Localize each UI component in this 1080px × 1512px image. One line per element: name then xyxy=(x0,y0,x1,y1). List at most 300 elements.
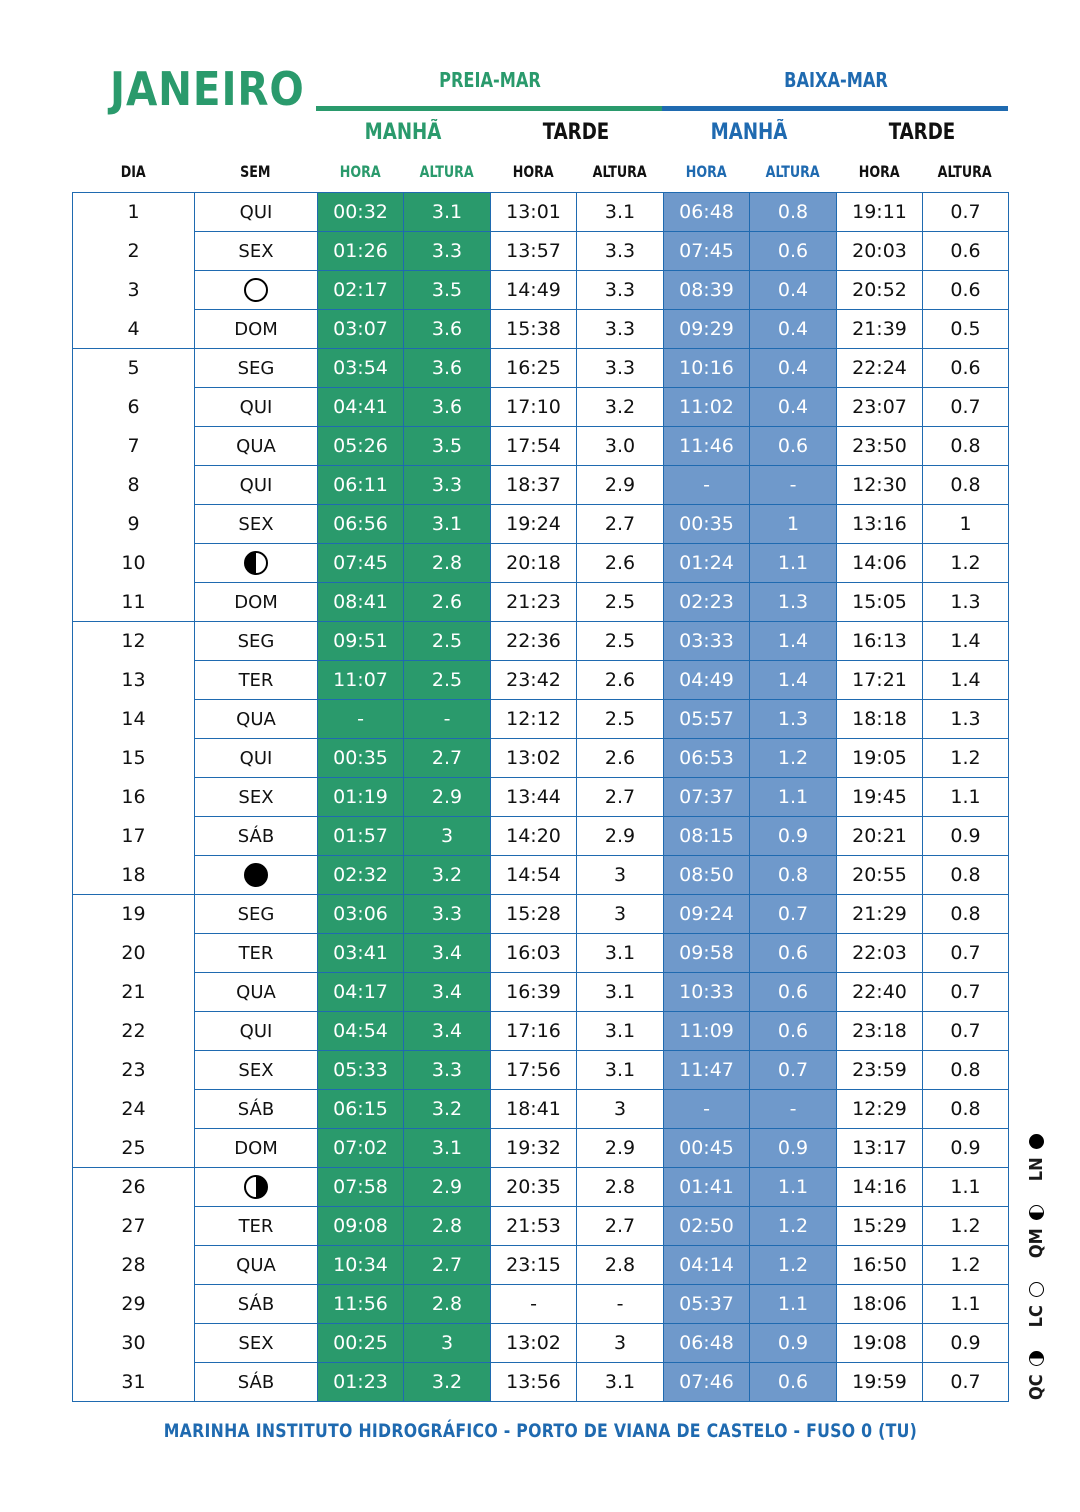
cell-bm-m-alt: 0.4 xyxy=(750,310,837,349)
cell-bm-m-alt: 0.8 xyxy=(750,193,837,232)
cell-bm-t-hora: 12:30 xyxy=(837,466,923,505)
cell-pm-t-hora: 14:49 xyxy=(491,271,577,310)
cell-bm-m-hora: 11:46 xyxy=(664,427,750,466)
cell-pm-t-hora: 23:15 xyxy=(491,1246,577,1285)
moon-new-icon xyxy=(244,863,268,887)
cell-pm-m-hora: 07:45 xyxy=(318,544,404,583)
moon-full-icon xyxy=(244,278,268,302)
cell-bm-m-alt: 1 xyxy=(750,505,837,544)
cell-pm-m-hora: 02:17 xyxy=(318,271,404,310)
cell-pm-m-alt: 3 xyxy=(404,817,491,856)
cell-sem xyxy=(195,856,318,895)
cell-sem: SEX xyxy=(195,1051,318,1090)
cell-pm-t-alt: 2.7 xyxy=(577,778,664,817)
cell-dia: 11 xyxy=(73,583,195,622)
baixa-mar-underline xyxy=(662,106,1008,111)
cell-pm-t-hora: 17:10 xyxy=(491,388,577,427)
cell-pm-m-alt: - xyxy=(404,700,491,739)
cell-pm-m-hora: 00:32 xyxy=(318,193,404,232)
cell-sem xyxy=(195,271,318,310)
cell-bm-t-hora: 14:06 xyxy=(837,544,923,583)
cell-bm-t-alt: 0.9 xyxy=(923,1129,1009,1168)
cell-pm-t-hora: 19:32 xyxy=(491,1129,577,1168)
cell-bm-t-hora: 14:16 xyxy=(837,1168,923,1207)
cell-pm-t-hora: 20:35 xyxy=(491,1168,577,1207)
cell-pm-t-alt: 3.3 xyxy=(577,271,664,310)
cell-dia: 30 xyxy=(73,1324,195,1363)
cell-bm-m-hora: 01:24 xyxy=(664,544,750,583)
cell-bm-t-hora: 18:18 xyxy=(837,700,923,739)
cell-pm-t-hora: 23:42 xyxy=(491,661,577,700)
cell-pm-t-hora: - xyxy=(491,1285,577,1324)
cell-bm-t-hora: 19:05 xyxy=(837,739,923,778)
cell-bm-t-hora: 21:39 xyxy=(837,310,923,349)
cell-pm-m-hora: 01:19 xyxy=(318,778,404,817)
cell-pm-m-alt: 3.4 xyxy=(404,973,491,1012)
cell-dia: 8 xyxy=(73,466,195,505)
table-row xyxy=(73,310,1009,349)
cell-sem: SEX xyxy=(195,1324,318,1363)
legend-item-ln: LN xyxy=(1026,1134,1047,1181)
cell-pm-t-hora: 19:24 xyxy=(491,505,577,544)
cell-bm-m-alt: 1.2 xyxy=(750,739,837,778)
cell-pm-t-hora: 13:01 xyxy=(491,193,577,232)
cell-sem: QUI xyxy=(195,739,318,778)
cell-pm-m-hora: 04:17 xyxy=(318,973,404,1012)
cell-pm-m-alt: 2.6 xyxy=(404,583,491,622)
cell-dia: 31 xyxy=(73,1363,195,1402)
cell-pm-m-alt: 3.1 xyxy=(404,505,491,544)
cell-dia: 19 xyxy=(73,895,195,934)
table-row xyxy=(73,583,1009,622)
cell-pm-m-alt: 3.1 xyxy=(404,1129,491,1168)
cell-bm-t-hora: 20:55 xyxy=(837,856,923,895)
table-row xyxy=(73,193,1009,232)
cell-pm-t-hora: 15:38 xyxy=(491,310,577,349)
cell-bm-t-hora: 19:08 xyxy=(837,1324,923,1363)
cell-pm-m-alt: 3.6 xyxy=(404,349,491,388)
cell-bm-t-hora: 13:17 xyxy=(837,1129,923,1168)
table-row xyxy=(73,622,1009,661)
cell-bm-m-hora: 07:46 xyxy=(664,1363,750,1402)
table-row xyxy=(73,505,1009,544)
cell-bm-m-hora: 06:53 xyxy=(664,739,750,778)
cell-bm-t-hora: 23:59 xyxy=(837,1051,923,1090)
cell-pm-m-hora: 06:56 xyxy=(318,505,404,544)
cell-dia: 25 xyxy=(73,1129,195,1168)
cell-pm-m-hora: 02:32 xyxy=(318,856,404,895)
cell-bm-t-hora: 23:18 xyxy=(837,1012,923,1051)
cell-pm-m-hora: 06:11 xyxy=(318,466,404,505)
cell-bm-m-hora: 11:02 xyxy=(664,388,750,427)
cell-bm-m-alt: 0.6 xyxy=(750,934,837,973)
table-row xyxy=(73,427,1009,466)
cell-pm-m-hora: 03:54 xyxy=(318,349,404,388)
cell-bm-t-hora: 13:16 xyxy=(837,505,923,544)
cell-pm-t-hora: 18:37 xyxy=(491,466,577,505)
cell-pm-t-hora: 20:18 xyxy=(491,544,577,583)
cell-pm-t-alt: 2.7 xyxy=(577,1207,664,1246)
cell-pm-m-alt: 3.3 xyxy=(404,1051,491,1090)
cell-bm-t-alt: 0.6 xyxy=(923,232,1009,271)
cell-bm-m-alt: 1.1 xyxy=(750,778,837,817)
month-title: JANEIRO xyxy=(110,62,305,116)
cell-pm-t-hora: 17:16 xyxy=(491,1012,577,1051)
cell-bm-m-hora: 00:45 xyxy=(664,1129,750,1168)
cell-pm-t-alt: 2.9 xyxy=(577,466,664,505)
table-row xyxy=(73,349,1009,388)
cell-pm-t-alt: 3.1 xyxy=(577,193,664,232)
cell-sem: SÁB xyxy=(195,1363,318,1402)
cell-pm-t-hora: 17:56 xyxy=(491,1051,577,1090)
cell-bm-m-hora: 01:41 xyxy=(664,1168,750,1207)
cell-bm-t-hora: 19:45 xyxy=(837,778,923,817)
cell-bm-m-hora: 09:24 xyxy=(664,895,750,934)
cell-sem: SEX xyxy=(195,778,318,817)
cell-pm-m-hora: 04:41 xyxy=(318,388,404,427)
cell-pm-m-hora: 09:51 xyxy=(318,622,404,661)
cell-bm-m-alt: 0.6 xyxy=(750,232,837,271)
cell-pm-m-alt: 3.5 xyxy=(404,271,491,310)
column-header-pm-manha-altura: ALTURA xyxy=(419,162,474,181)
moon-first-quarter-icon xyxy=(1029,1351,1044,1366)
cell-bm-t-hora: 20:21 xyxy=(837,817,923,856)
cell-pm-t-alt: 3 xyxy=(577,856,664,895)
cell-bm-m-alt: 1.4 xyxy=(750,622,837,661)
cell-sem: DOM xyxy=(195,310,318,349)
cell-bm-t-hora: 23:07 xyxy=(837,388,923,427)
cell-dia: 1 xyxy=(73,193,195,232)
table-row xyxy=(73,1051,1009,1090)
cell-bm-t-hora: 16:50 xyxy=(837,1246,923,1285)
cell-bm-m-alt: 1.1 xyxy=(750,544,837,583)
cell-pm-t-hora: 12:12 xyxy=(491,700,577,739)
cell-pm-t-alt: 3 xyxy=(577,1324,664,1363)
cell-pm-m-hora: 00:25 xyxy=(318,1324,404,1363)
cell-pm-m-alt: 3.2 xyxy=(404,856,491,895)
cell-sem: TER xyxy=(195,661,318,700)
cell-bm-t-hora: 19:11 xyxy=(837,193,923,232)
table-row xyxy=(73,856,1009,895)
cell-bm-m-alt: 1.2 xyxy=(750,1207,837,1246)
cell-bm-t-alt: 1.2 xyxy=(923,1246,1009,1285)
cell-bm-t-alt: 0.9 xyxy=(923,1324,1009,1363)
column-header-bm-tarde-altura: ALTURA xyxy=(937,162,993,181)
cell-bm-m-alt: - xyxy=(750,466,837,505)
column-header-pm-manha-hora: HORA xyxy=(339,162,381,181)
cell-sem: DOM xyxy=(195,1129,318,1168)
cell-pm-m-hora: 09:08 xyxy=(318,1207,404,1246)
cell-pm-t-alt: 3 xyxy=(577,895,664,934)
cell-pm-m-hora: 10:34 xyxy=(318,1246,404,1285)
legend-item-qm: QM xyxy=(1026,1205,1047,1258)
cell-bm-m-hora: 06:48 xyxy=(664,1324,750,1363)
cell-bm-t-alt: 1.2 xyxy=(923,1207,1009,1246)
cell-pm-m-alt: 3.2 xyxy=(404,1090,491,1129)
cell-dia: 10 xyxy=(73,544,195,583)
cell-bm-t-alt: 1.2 xyxy=(923,739,1009,778)
cell-bm-m-hora: 07:45 xyxy=(664,232,750,271)
cell-sem: SÁB xyxy=(195,1285,318,1324)
cell-pm-t-hora: 16:25 xyxy=(491,349,577,388)
cell-pm-t-alt: 2.5 xyxy=(577,622,664,661)
cell-dia: 12 xyxy=(73,622,195,661)
cell-bm-t-hora: 22:03 xyxy=(837,934,923,973)
cell-sem: SÁB xyxy=(195,1090,318,1129)
cell-bm-m-hora: 10:33 xyxy=(664,973,750,1012)
cell-bm-m-hora: 04:14 xyxy=(664,1246,750,1285)
cell-bm-t-hora: 16:13 xyxy=(837,622,923,661)
cell-bm-m-hora: 02:50 xyxy=(664,1207,750,1246)
cell-bm-t-alt: 1.4 xyxy=(923,661,1009,700)
footer-source: MARINHA INSTITUTO HIDROGRÁFICO - PORTO DE VIANA DE CASTELO - FUSO 0 (TU) xyxy=(163,1420,917,1442)
cell-sem: QUA xyxy=(195,700,318,739)
cell-dia: 15 xyxy=(73,739,195,778)
cell-bm-m-hora: 08:15 xyxy=(664,817,750,856)
cell-bm-m-alt: 0.7 xyxy=(750,1051,837,1090)
cell-bm-t-hora: 21:29 xyxy=(837,895,923,934)
cell-bm-t-hora: 12:29 xyxy=(837,1090,923,1129)
cell-pm-m-alt: 3 xyxy=(404,1324,491,1363)
cell-bm-m-hora: 08:39 xyxy=(664,271,750,310)
column-header-bm-tarde-hora: HORA xyxy=(858,162,900,181)
cell-pm-m-alt: 2.8 xyxy=(404,1207,491,1246)
cell-pm-t-hora: 21:53 xyxy=(491,1207,577,1246)
cell-dia: 3 xyxy=(73,271,195,310)
table-row xyxy=(73,895,1009,934)
cell-bm-t-alt: 0.7 xyxy=(923,973,1009,1012)
column-header-pm-tarde-hora: HORA xyxy=(512,162,554,181)
cell-bm-m-hora: 11:09 xyxy=(664,1012,750,1051)
cell-pm-t-alt: 2.6 xyxy=(577,661,664,700)
cell-dia: 14 xyxy=(73,700,195,739)
cell-sem: QUA xyxy=(195,1246,318,1285)
cell-pm-t-hora: 16:39 xyxy=(491,973,577,1012)
cell-pm-m-hora: 01:23 xyxy=(318,1363,404,1402)
cell-pm-m-alt: 2.7 xyxy=(404,739,491,778)
cell-dia: 22 xyxy=(73,1012,195,1051)
cell-bm-t-alt: 0.5 xyxy=(923,310,1009,349)
cell-pm-m-alt: 3.5 xyxy=(404,427,491,466)
column-header-bm-manha-hora: HORA xyxy=(685,162,727,181)
cell-pm-m-hora: 01:57 xyxy=(318,817,404,856)
cell-dia: 28 xyxy=(73,1246,195,1285)
cell-bm-m-alt: 0.6 xyxy=(750,427,837,466)
cell-sem: SÁB xyxy=(195,817,318,856)
cell-sem xyxy=(195,544,318,583)
cell-bm-t-alt: 1 xyxy=(923,505,1009,544)
table-row xyxy=(73,661,1009,700)
period-baixa-manha: MANHÃ xyxy=(710,120,788,145)
cell-bm-m-alt: 0.7 xyxy=(750,895,837,934)
cell-sem: SEX xyxy=(195,505,318,544)
cell-pm-t-alt: 2.9 xyxy=(577,1129,664,1168)
cell-bm-t-alt: 1.1 xyxy=(923,1168,1009,1207)
cell-bm-m-alt: 0.9 xyxy=(750,817,837,856)
cell-bm-m-hora: 11:47 xyxy=(664,1051,750,1090)
cell-sem: QUI xyxy=(195,466,318,505)
cell-bm-m-alt: 1.1 xyxy=(750,1168,837,1207)
cell-pm-t-alt: 3.3 xyxy=(577,349,664,388)
cell-bm-t-alt: 1.3 xyxy=(923,583,1009,622)
cell-bm-t-alt: 0.7 xyxy=(923,193,1009,232)
cell-bm-m-alt: 0.4 xyxy=(750,388,837,427)
cell-pm-t-hora: 22:36 xyxy=(491,622,577,661)
legend-item-qc: QC xyxy=(1026,1351,1047,1400)
cell-pm-m-hora: 11:56 xyxy=(318,1285,404,1324)
table-row xyxy=(73,934,1009,973)
column-header-dia: DIA xyxy=(120,162,146,181)
cell-dia: 27 xyxy=(73,1207,195,1246)
cell-bm-m-alt: 1.4 xyxy=(750,661,837,700)
cell-pm-m-hora: 03:41 xyxy=(318,934,404,973)
cell-pm-m-hora: 03:06 xyxy=(318,895,404,934)
table-row xyxy=(73,1363,1009,1402)
cell-bm-m-alt: 1.3 xyxy=(750,583,837,622)
table-row xyxy=(73,817,1009,856)
cell-bm-m-alt: 1.3 xyxy=(750,700,837,739)
cell-sem: QUI xyxy=(195,193,318,232)
cell-pm-t-alt: 3.1 xyxy=(577,1012,664,1051)
cell-pm-m-hora: 11:07 xyxy=(318,661,404,700)
moon-new-icon xyxy=(1029,1134,1044,1149)
moon-last-quarter-icon xyxy=(1029,1205,1044,1220)
cell-pm-m-hora: 06:15 xyxy=(318,1090,404,1129)
cell-dia: 2 xyxy=(73,232,195,271)
table-row xyxy=(73,1129,1009,1168)
legend-item-lc: LC xyxy=(1026,1282,1047,1327)
cell-bm-t-hora: 23:50 xyxy=(837,427,923,466)
cell-pm-t-hora: 16:03 xyxy=(491,934,577,973)
cell-dia: 13 xyxy=(73,661,195,700)
cell-bm-t-hora: 15:05 xyxy=(837,583,923,622)
cell-pm-t-alt: 2.5 xyxy=(577,700,664,739)
cell-pm-m-alt: 3.3 xyxy=(404,895,491,934)
cell-pm-m-hora: 05:26 xyxy=(318,427,404,466)
cell-sem xyxy=(195,1168,318,1207)
cell-pm-m-hora: 08:41 xyxy=(318,583,404,622)
cell-bm-m-hora: - xyxy=(664,466,750,505)
cell-pm-t-hora: 13:56 xyxy=(491,1363,577,1402)
cell-dia: 18 xyxy=(73,856,195,895)
cell-bm-t-hora: 20:52 xyxy=(837,271,923,310)
cell-bm-t-alt: 1.4 xyxy=(923,622,1009,661)
cell-bm-t-alt: 0.6 xyxy=(923,349,1009,388)
cell-sem: TER xyxy=(195,1207,318,1246)
cell-pm-t-alt: 2.5 xyxy=(577,583,664,622)
cell-pm-t-hora: 14:20 xyxy=(491,817,577,856)
table-row xyxy=(73,1090,1009,1129)
preia-mar-heading: PREIA-MAR xyxy=(439,68,541,92)
cell-bm-t-alt: 0.8 xyxy=(923,895,1009,934)
cell-bm-m-alt: 0.6 xyxy=(750,973,837,1012)
table-row xyxy=(73,778,1009,817)
cell-bm-t-alt: 0.7 xyxy=(923,388,1009,427)
cell-pm-t-alt: 3.3 xyxy=(577,310,664,349)
cell-pm-m-alt: 3.4 xyxy=(404,934,491,973)
cell-bm-m-alt: 0.8 xyxy=(750,856,837,895)
cell-pm-t-alt: 3.1 xyxy=(577,1051,664,1090)
cell-bm-t-hora: 22:24 xyxy=(837,349,923,388)
cell-pm-t-alt: 2.9 xyxy=(577,817,664,856)
cell-bm-m-hora: 09:29 xyxy=(664,310,750,349)
cell-pm-m-alt: 3.4 xyxy=(404,1012,491,1051)
cell-pm-t-alt: 3.1 xyxy=(577,934,664,973)
cell-pm-m-hora: 05:33 xyxy=(318,1051,404,1090)
cell-dia: 5 xyxy=(73,349,195,388)
table-row xyxy=(73,1207,1009,1246)
cell-pm-t-hora: 15:28 xyxy=(491,895,577,934)
cell-bm-m-hora: 05:57 xyxy=(664,700,750,739)
cell-dia: 4 xyxy=(73,310,195,349)
baixa-mar-heading: BAIXA-MAR xyxy=(784,68,888,92)
cell-sem: QUA xyxy=(195,973,318,1012)
cell-bm-t-alt: 0.8 xyxy=(923,466,1009,505)
cell-dia: 29 xyxy=(73,1285,195,1324)
cell-pm-t-alt: 3 xyxy=(577,1090,664,1129)
cell-bm-t-alt: 1.1 xyxy=(923,778,1009,817)
table-row xyxy=(73,1012,1009,1051)
cell-bm-t-alt: 0.8 xyxy=(923,856,1009,895)
cell-pm-t-alt: 2.8 xyxy=(577,1246,664,1285)
moon-full-icon xyxy=(1029,1282,1044,1297)
table-row xyxy=(73,1246,1009,1285)
period-preia-tarde: TARDE xyxy=(542,120,610,145)
table-row xyxy=(73,388,1009,427)
cell-bm-t-alt: 0.8 xyxy=(923,1051,1009,1090)
cell-pm-m-alt: 2.8 xyxy=(404,1285,491,1324)
cell-sem: SEG xyxy=(195,349,318,388)
table-row xyxy=(73,1324,1009,1363)
cell-sem: QUI xyxy=(195,388,318,427)
cell-pm-m-hora: 07:02 xyxy=(318,1129,404,1168)
cell-pm-m-alt: 2.5 xyxy=(404,622,491,661)
period-preia-manha: MANHÃ xyxy=(364,120,442,145)
cell-sem: SEX xyxy=(195,232,318,271)
cell-bm-t-alt: 0.8 xyxy=(923,1090,1009,1129)
cell-dia: 6 xyxy=(73,388,195,427)
cell-bm-t-hora: 22:40 xyxy=(837,973,923,1012)
cell-bm-t-alt: 1.1 xyxy=(923,1285,1009,1324)
cell-bm-t-alt: 0.7 xyxy=(923,1012,1009,1051)
cell-dia: 23 xyxy=(73,1051,195,1090)
cell-dia: 16 xyxy=(73,778,195,817)
tide-table xyxy=(72,192,1009,1402)
cell-pm-m-alt: 2.5 xyxy=(404,661,491,700)
cell-bm-m-alt: 0.6 xyxy=(750,1012,837,1051)
cell-bm-m-hora: 02:23 xyxy=(664,583,750,622)
cell-bm-m-hora: 04:49 xyxy=(664,661,750,700)
cell-bm-t-hora: 17:21 xyxy=(837,661,923,700)
table-row xyxy=(73,973,1009,1012)
cell-sem: QUA xyxy=(195,427,318,466)
cell-pm-t-hora: 13:44 xyxy=(491,778,577,817)
cell-pm-m-hora: 01:26 xyxy=(318,232,404,271)
cell-bm-m-hora: 05:37 xyxy=(664,1285,750,1324)
cell-bm-t-alt: 1.3 xyxy=(923,700,1009,739)
cell-pm-t-hora: 13:02 xyxy=(491,739,577,778)
cell-bm-m-alt: - xyxy=(750,1090,837,1129)
cell-bm-t-alt: 0.7 xyxy=(923,1363,1009,1402)
cell-pm-t-alt: 2.6 xyxy=(577,739,664,778)
cell-bm-m-hora: 10:16 xyxy=(664,349,750,388)
cell-bm-t-hora: 18:06 xyxy=(837,1285,923,1324)
cell-pm-m-alt: 2.9 xyxy=(404,778,491,817)
cell-pm-m-hora: 07:58 xyxy=(318,1168,404,1207)
cell-pm-m-alt: 3.3 xyxy=(404,232,491,271)
cell-bm-t-alt: 1.2 xyxy=(923,544,1009,583)
cell-sem: QUI xyxy=(195,1012,318,1051)
